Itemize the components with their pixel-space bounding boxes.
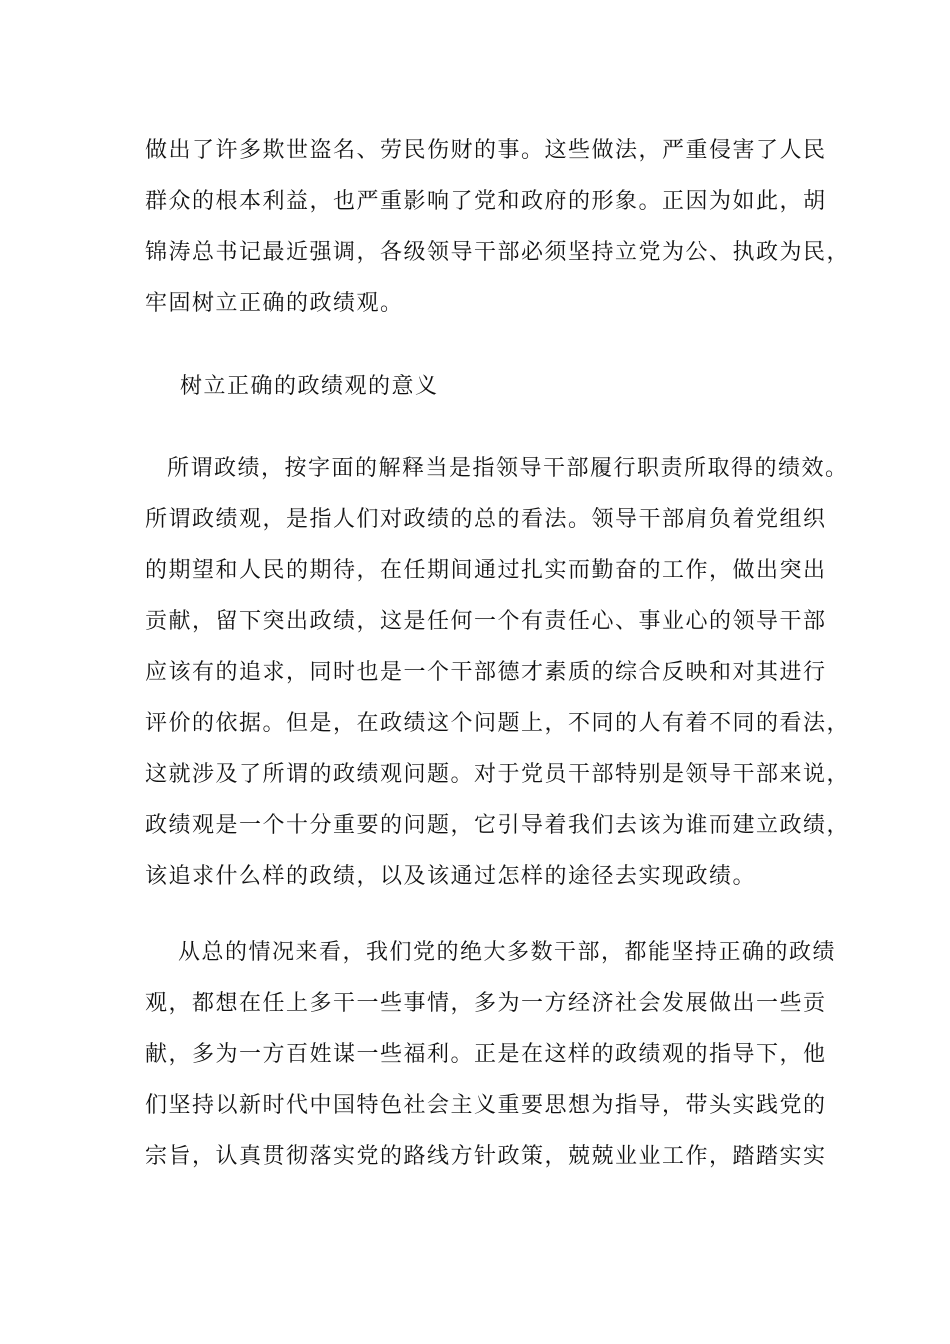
paragraph-line: 政绩观是一个十分重要的问题，它引导着我们去该为谁而建立政绩， (145, 813, 851, 838)
paragraph-line: 评价的依据。但是，在政绩这个问题上，不同的人有着不同的看法， (145, 711, 851, 736)
paragraph-line: 应该有的追求，同时也是一个干部德才素质的综合反映和对其进行 (145, 660, 827, 685)
paragraph-line: 的期望和人民的期待，在任期间通过扎实而勤奋的工作，做出突出 (145, 558, 827, 583)
paragraph-line: 们坚持以新时代中国特色社会主义重要思想为指导，带头实践党的 (145, 1093, 827, 1118)
paragraph-line: 宗旨，认真贯彻落实党的路线方针政策，兢兢业业工作，踏踏实实 (145, 1144, 827, 1169)
paragraph-line: 锦涛总书记最近强调，各级领导干部必须坚持立党为公、执政为民， (145, 240, 851, 265)
section-heading (180, 361, 580, 412)
paragraph-line: 观，都想在任上多干一些事情，多为一方经济社会发展做出一些贡 (145, 991, 827, 1016)
paragraph-1 (145, 125, 851, 329)
paragraph-line: 从总的情况来看，我们党的绝大多数干部，都能坚持正确的政绩 (178, 940, 837, 965)
paragraph-line: 做出了许多欺世盗名、劳民伤财的事。这些做法，严重侵害了人民 (145, 138, 827, 163)
paragraph-line: 献，多为一方百姓谋一些福利。正是在这样的政绩观的指导下，他 (145, 1042, 827, 1067)
paragraph-line: 该追求什么样的政绩，以及该通过怎样的途径去实现政绩。 (145, 864, 757, 889)
paragraph-3 (145, 927, 837, 1182)
paragraph-line: 群众的根本利益，也严重影响了党和政府的形象。正因为如此，胡 (145, 189, 827, 214)
section-heading-text: 树立正确的政绩观的意义 (180, 374, 439, 399)
paragraph-line: 牢固树立正确的政绩观。 (145, 291, 404, 316)
paragraph-line: 所谓政绩，按字面的解释当是指领导干部履行职责所取得的绩效。 (167, 456, 849, 481)
paragraph-line: 所谓政绩观，是指人们对政绩的总的看法。领导干部肩负着党组织 (145, 507, 827, 532)
paragraph-line: 这就涉及了所谓的政绩观问题。对于党员干部特别是领导干部来说， (145, 762, 851, 787)
paragraph-line: 贡献，留下突出政绩，这是任何一个有责任心、事业心的领导干部 (145, 609, 827, 634)
paragraph-2 (145, 443, 851, 902)
